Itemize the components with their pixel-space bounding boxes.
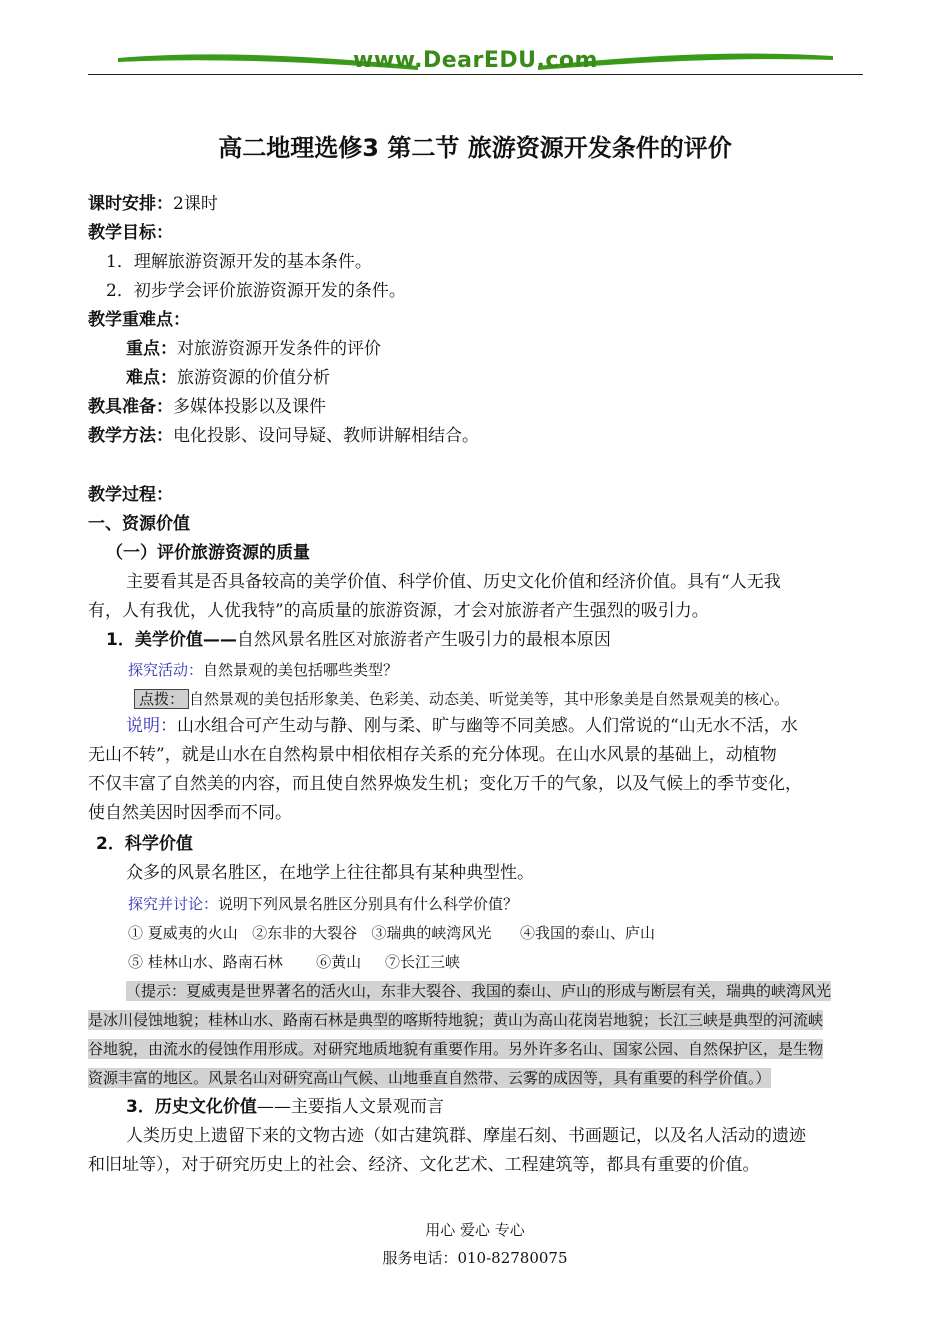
- explore-question: 自然景观的美包括哪些类型？: [203, 661, 399, 679]
- paragraph-line: 有，人有我优，人优我特”的高质量的旅游资源，才会对旅游者产生强烈的吸引力。: [88, 601, 709, 621]
- hint-line: 资源丰富的地区。风景名山对研究高山气候、山地垂直自然带、云雾的成因等，具有重要的科学价值。）: [88, 1069, 771, 1087]
- footer-phone: 服务电话：010-82780075: [382, 1249, 568, 1267]
- paragraph-line: 人类历史上遗留下来的文物古迹（如古建筑群、摩崖石刻、书画题记，以及名人活动的遗迹: [126, 1126, 806, 1146]
- item-aesthetic: [106, 630, 611, 650]
- tip-row: [134, 689, 789, 709]
- item-label: 1．美学价值——: [106, 630, 237, 650]
- difficulty-label: 难点：: [126, 368, 177, 388]
- goals-label: 教学目标：: [88, 223, 173, 243]
- tools-label: 教具准备：: [88, 397, 173, 417]
- page-title: 高二地理选修3 第二节 旅游资源开发条件的评价: [218, 134, 732, 162]
- note-row: [126, 716, 798, 736]
- process-label: 教学过程：: [88, 485, 173, 505]
- tip-label: 点拨：: [134, 689, 189, 709]
- explore-activity: [128, 660, 398, 680]
- hint-line: （提示：夏威夷是世界著名的活火山，东非大裂谷、我国的泰山、庐山的形成与断层有关，瑞典的峡湾风光: [126, 982, 832, 1000]
- explore-label: 探究活动：: [128, 661, 204, 679]
- hint-line: 是冰川侵蚀地貌；桂林山水、路南石林是典型的喀斯特地貌；黄山为高山花岗岩地貌；长江三峡是典型的河流峡: [88, 1011, 824, 1029]
- list-item: ① 夏威夷的火山 ②东非的大裂谷 ③瑞典的峡湾风光 ④我国的泰山、庐山: [128, 924, 655, 942]
- explore-label: 探究并讨论：: [128, 895, 219, 913]
- focus-row: [126, 339, 381, 359]
- hint-line: 谷地貌，由流水的侵蚀作用形成。对研究地质地貌有重要作用。另外许多名山、国家公园、自然保护区，是生物: [88, 1040, 824, 1058]
- list-item: ⑤ 桂林山水、路南石林 ⑥黄山 ⑦长江三峡: [128, 953, 460, 971]
- schedule-value: 2课时: [173, 194, 218, 214]
- method-value: 电化投影、设问导疑、教师讲解相结合。: [173, 426, 479, 446]
- paragraph-line: 主要看其是否具备较高的美学价值、科学价值、历史文化价值和经济价值。具有“人无我: [126, 572, 781, 592]
- item-scientific: 2．科学价值: [96, 834, 193, 854]
- goal-item: 1．理解旅游资源开发的基本条件。: [106, 252, 372, 272]
- item-value: 自然风景名胜区对旅游者产生吸引力的最根本原因: [236, 630, 611, 650]
- tip-value: 自然景观的美包括形象美、色彩美、动态美、听觉美等，其中形象美是自然景观美的核心。: [189, 690, 790, 708]
- note-line: 不仅丰富了自然美的内容，而且使自然界焕发生机；变化万千的气象，以及气候上的季节变化，: [88, 774, 802, 794]
- note-label: 说明：: [126, 716, 177, 736]
- logo-text[interactable]: www.DearEDU.com: [353, 48, 598, 73]
- note-line: 无山不转”，就是山水在自然构景中相依相存关系的充分体现。在山水风景的基础上，动植物: [88, 745, 777, 765]
- tools-row: [88, 397, 326, 417]
- header-divider: [88, 74, 863, 75]
- difficulty-value: 旅游资源的价值分析: [177, 368, 330, 388]
- key-points-label: 教学重难点：: [88, 310, 190, 330]
- method-row: [88, 426, 479, 446]
- explore-question: 说明下列风景名胜区分别具有什么科学价值？: [218, 895, 519, 913]
- subsection-heading: （一）评价旅游资源的质量: [106, 543, 310, 563]
- explore-discuss: [128, 894, 518, 914]
- note-line: 使自然美因时因季而不同。: [88, 803, 292, 823]
- paragraph-line: 众多的风景名胜区，在地学上往往都具有某种典型性。: [126, 863, 534, 883]
- focus-label: 重点：: [126, 339, 177, 359]
- method-label: 教学方法：: [88, 426, 173, 446]
- item-history: [126, 1097, 444, 1117]
- item-label: 3．历史文化价值: [126, 1097, 257, 1117]
- section-heading: 一、资源价值: [88, 514, 190, 534]
- focus-value: 对旅游资源开发条件的评价: [177, 339, 381, 359]
- goal-item: 2．初步学会评价旅游资源开发的条件。: [106, 281, 406, 301]
- schedule-label: 课时安排：: [88, 194, 173, 214]
- note-text: 山水组合可产生动与静、刚与柔、旷与幽等不同美感。人们常说的“山无水不活，水: [177, 716, 798, 736]
- paragraph-line: 和旧址等），对于研究历史上的社会、经济、文化艺术、工程建筑等，都具有重要的价值。: [88, 1155, 760, 1175]
- item-value: ——主要指人文景观而言: [256, 1097, 444, 1117]
- tools-value: 多媒体投影以及课件: [173, 397, 326, 417]
- footer-slogan: 用心 爱心 专心: [425, 1221, 525, 1239]
- difficulty-row: [126, 368, 330, 388]
- schedule-row: [88, 194, 218, 214]
